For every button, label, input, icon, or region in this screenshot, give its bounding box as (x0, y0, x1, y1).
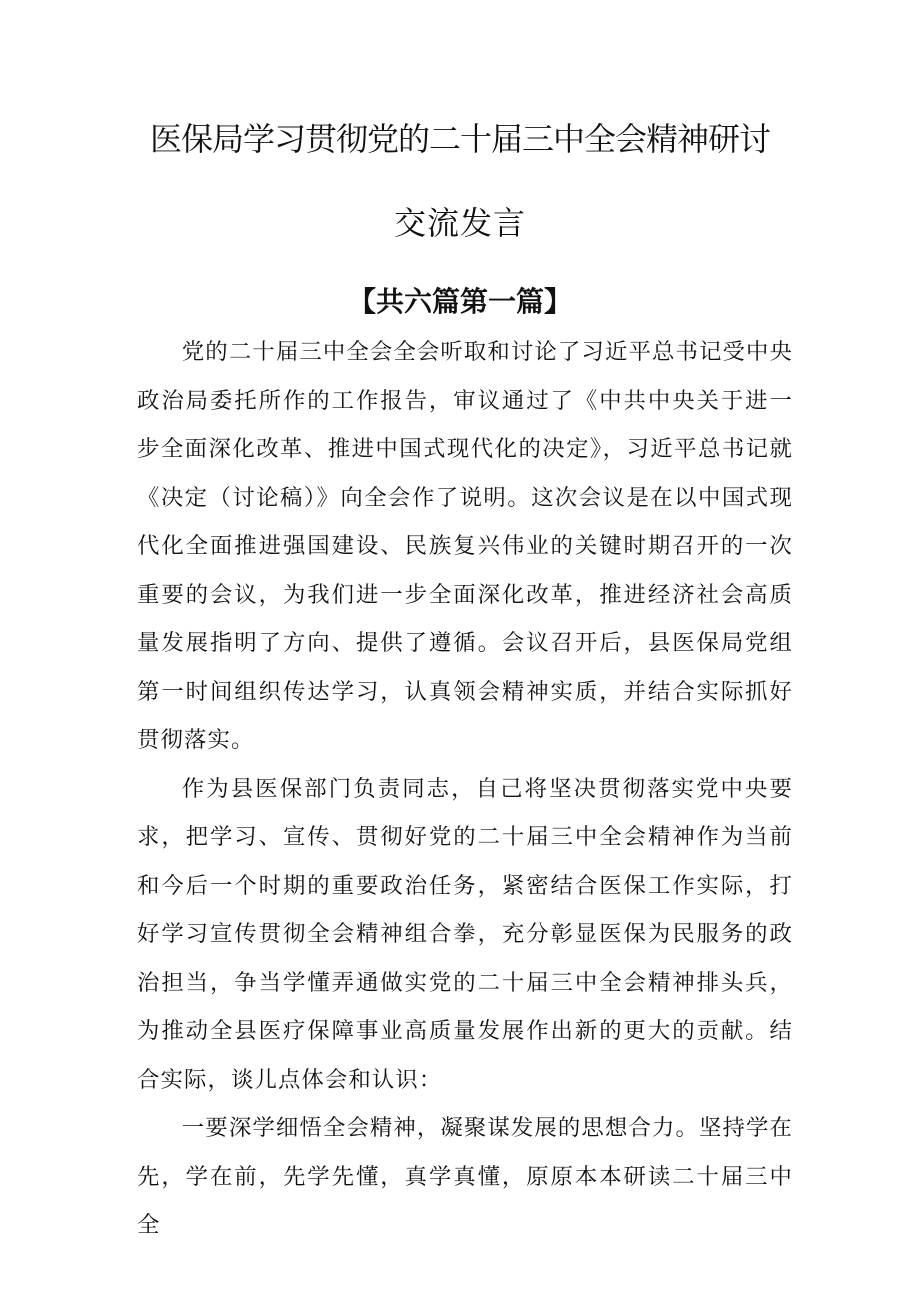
paragraph-1: 党的二十届三中全会全会听取和讨论了习近平总书记受中央政治局委托所作的工作报告，审议通过了《中共中央关于进一步全面深化改革、推进中国式现代化的决定》，习近平总书记就《决定（讨论稿）》向全会作了说明。这次会议是在以中国式现代化全面推进强国建设、民族复兴伟业的关键时期召开的一次重要的会议，为我们进一步全面深化改革，推进经济社会高质量发展指明了方向、提供了遵循。会议召开后，县医保局党组第一时间组织传达学习，认真领会精神实质，并结合实际抓好贯彻落实。 (137, 339, 793, 753)
document-body (137, 328, 793, 1250)
document-subtitle: 【共六篇第一篇】 (347, 285, 572, 318)
document-title-line-2: 交流发言 (393, 204, 526, 242)
paragraph-2: 作为县医保部门负责同志，自己将坚决贯彻落实党中央要求，把学习、宣传、贯彻好党的二十届三中全会精神作为当前和今后一个时期的重要政治任务，紧密结合医保工作实际，打好学习宣传贯彻全会精神组合拳，充分彰显医保为民服务的政治担当，争当学懂弄通做实党的二十届三中全会精神排头兵，为推动全县医疗保障事业高质量发展作出新的更大的贡献。结合实际，谈儿点体会和认识： (137, 775, 793, 1093)
paragraph-3: 一要深学细悟全会精神，凝聚谋发展的思想合力。坚持学在先，学在前，先学先懂，真学真懂，原原本本研读二十届三中全 (137, 1115, 793, 1238)
document-title-line-1: 医保局学习贯彻党的二十届三中全会精神研讨 (149, 120, 770, 158)
